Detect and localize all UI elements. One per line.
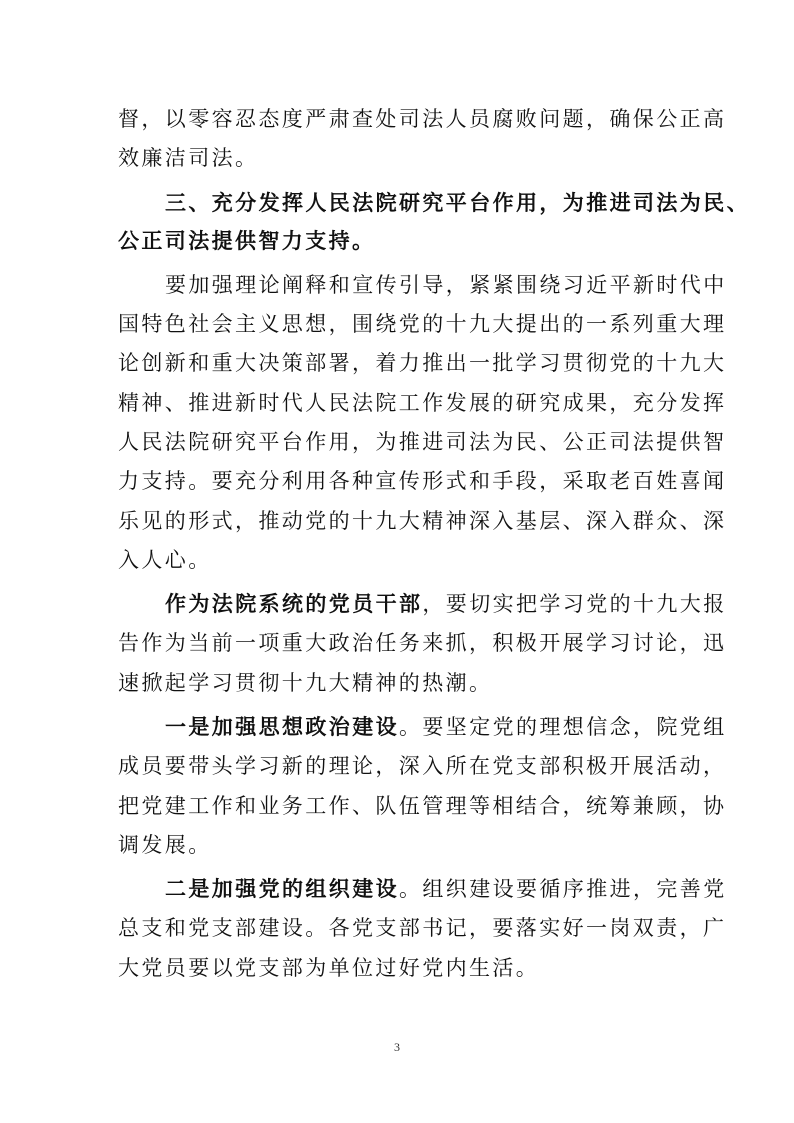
page-number: 3: [394, 1040, 400, 1054]
paragraph-line: 把党建工作和业务工作、队伍管理等相结合，统筹兼顾，协: [118, 794, 727, 818]
paragraph-text: 。组织建设要循序推进，完善党: [399, 877, 727, 901]
paragraph-line: 国特色社会主义思想，围绕党的十九大提出的一系列重大理: [118, 312, 727, 336]
bold-lead: 二是加强党的组织建设: [165, 876, 399, 901]
paragraph-line: 告作为当前一项重大政治任务来抓，积极开展学习讨论，迅: [118, 631, 727, 655]
paragraph-line: 论创新和重大决策部署，着力推出一批学习贯彻党的十九大: [118, 351, 727, 375]
paragraph-line: 精神、推进新时代人民法院工作发展的研究成果，充分发挥: [118, 391, 727, 415]
paragraph-text: ，要切实把学习党的十九大报: [422, 592, 727, 616]
paragraph-line: 人民法院研究平台作用，为推进司法为民、公正司法提供智: [118, 430, 727, 454]
paragraph-line: 速掀起学习贯彻十九大精神的热潮。: [118, 671, 493, 695]
paragraph-line: 入人心。: [118, 548, 212, 572]
section-heading: 公正司法提供智力支持。: [118, 228, 376, 253]
paragraph-line: [165, 589, 794, 619]
paragraph-text: 。要坚定党的理想信念，院党组: [399, 715, 727, 739]
paragraph-line: 要加强理论阐释和宣传引导，紧紧围绕习近平新时代中: [165, 273, 727, 297]
paragraph-line: 乐见的形式，推动党的十九大精神深入基层、深入群众、深: [118, 509, 727, 533]
paragraph-line: 成员要带头学习新的理论，深入所在党支部积极开展活动，: [118, 754, 727, 778]
paragraph-line: 效廉洁司法。: [118, 146, 259, 170]
paragraph-line: [165, 874, 794, 904]
paragraph-line: 总支和党支部建设。各党支部书记，要落实好一岗双责，广: [118, 916, 727, 940]
paragraph-line: 大党员要以党支部为单位过好党内生活。: [118, 956, 540, 980]
paragraph-line: 督，以零容忍态度严肃查处司法人员腐败问题，确保公正高: [118, 107, 727, 131]
bold-lead: 一是加强思想政治建设: [165, 714, 399, 739]
paragraph-line: 力支持。要充分利用各种宣传形式和手段，采取老百姓喜闻: [118, 469, 727, 493]
paragraph-line: [165, 712, 794, 742]
paragraph-line: 调发展。: [118, 833, 212, 857]
section-heading: 三、充分发挥人民法院研究平台作用，为推进司法为民、: [165, 190, 750, 215]
bold-lead: 作为法院系统的党员干部: [165, 591, 423, 616]
